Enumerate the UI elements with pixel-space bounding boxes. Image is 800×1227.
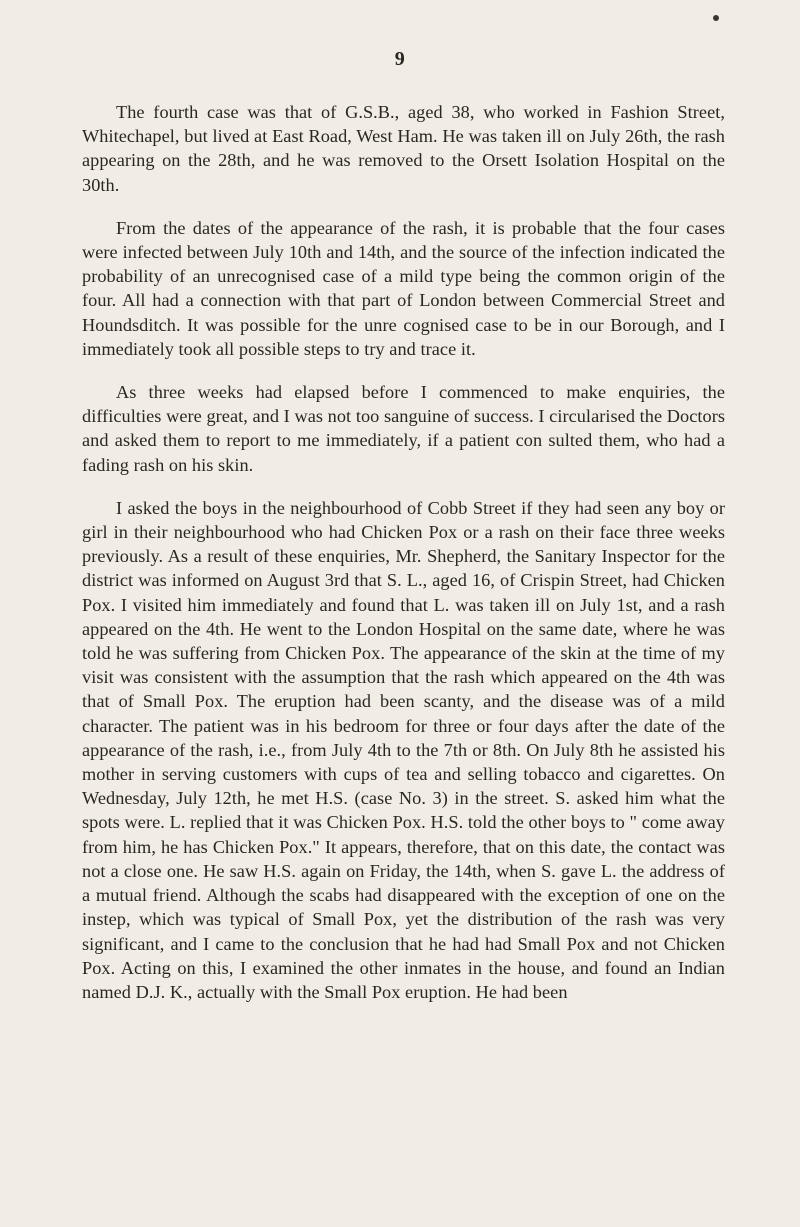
paragraph-investigation: I asked the boys in the neighbourhood of Cobb Street if they had seen any boy or girl in their neighbourhood who had Chicken Pox or a rash on their face three weeks previously. As a result of these enquiries, Mr. Shepherd, the Sanitary Inspector for the district was informed on August 3rd that S. L., aged 16, of Crispin Street, had Chicken Pox. I visited him immediately and found that L. was taken ill on July 1st, and a rash appeared on the 4th. He went to the London Hospital on the same date, where he was told he was suffering from Chicken Pox. The appearance of the skin at the time of my visit was consistent with the assumption that the rash which appeared on the 4th was that of Small Pox. The eruption had been scanty, and the disease was of a mild character. The patient was in his bedroom for three or four days after the date of the appearance of the rash, i.e., from July 4th to the 7th or 8th. On July 8th he assisted his mother in serving customers with cups of tea and selling tobacco and cigarettes. On Wednesday, July 12th, he met H.S. (case No. 3) in the street. S. asked him what the spots were. L. replied that it was Chicken Pox. H.S. told the other boys to " come away from him, he has Chicken Pox." It appears, therefore, that on this date, the contact was not a close one. He saw H.S. again on Friday, the 14th, when S. gave L. the address of a mutual friend. Although the scabs had disappeared with the exception of one on the instep, which was typical of Small Pox, yet the distribution of the rash was very significant, and I came to the conclusion that he had had Small Pox and not Chicken Pox. Acting on this, I examined the other inmates in the house, and found an Indian named D.J. K., actually with the Small Pox eruption. He had been: [82, 497, 725, 1002]
print-mark-dot: [713, 15, 719, 21]
paragraph-enquiries: As three weeks had elapsed before I commenced to make enquiries, the difficulties were great, and I was not too sanguine of success. I circularised the Doctors and asked them to report to me immediately, if a patient con sulted them, who had a fading rash on his skin.: [82, 382, 725, 475]
paragraph-fourth-case: The fourth case was that of G.S.B., aged 38, who worked in Fashion Street, Whitechapel, but lived at East Road, West Ham. He was taken ill on July 26th, the rash appearing on the 28th, and he was removed to the Orsett Isolation Hospital on the 30th.: [82, 102, 725, 195]
paragraph-infection-source: From the dates of the appearance of the rash, it is probable that the four cases were infected between July 10th and 14th, and the source of the infection indicated the probability of an unrecognised case of a mild type being the common origin of the four. All had a connection with that part of London between Commercial Street and Houndsditch. It was possible for the unre cognised case to be in our Borough, and I immediately took all possible steps to try and trace it.: [82, 217, 725, 359]
body-text: [82, 100, 725, 1004]
page-number: 9: [394, 48, 406, 70]
